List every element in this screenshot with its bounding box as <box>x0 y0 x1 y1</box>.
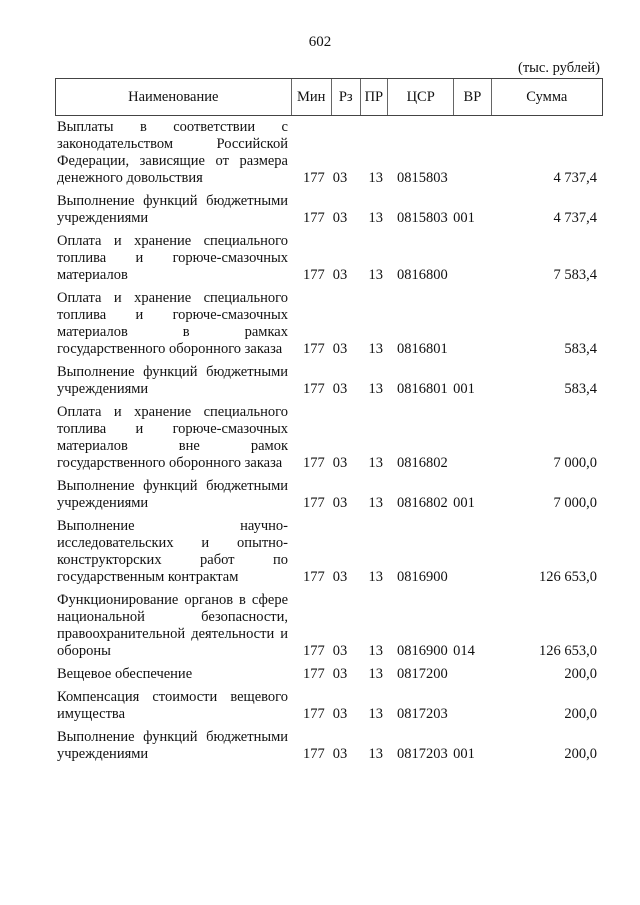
cell-sum: 583,4 <box>564 381 597 397</box>
cell-min: 177 <box>303 267 325 283</box>
header-name: Наименование <box>128 88 219 105</box>
header-vr: ВР <box>453 79 490 115</box>
cell-sum: 4 737,4 <box>553 210 597 226</box>
cell-pr: 13 <box>368 210 383 226</box>
cell-pr: 13 <box>368 381 383 397</box>
cell-min: 177 <box>303 455 325 471</box>
header-csr: ЦСР <box>387 79 453 115</box>
cell-vr: 001 <box>453 210 475 226</box>
table-row <box>57 518 603 586</box>
cell-name: Выполнение функций бюджетными учреждениями <box>57 193 288 226</box>
cell-csr: 0816900 <box>397 569 448 585</box>
cell-name: Функционирование органов в сфере национальной безопасности, правоохранительной деятельности и обороны <box>57 592 288 659</box>
cell-csr: 0816801 <box>397 381 448 397</box>
cell-min: 177 <box>303 495 325 511</box>
cell-name: Выполнение научно-исследовательских и опытно-конструкторских работ по государственным контрактам <box>57 518 288 585</box>
cell-sum: 200,0 <box>564 666 597 682</box>
cell-rz: 03 <box>332 341 348 357</box>
cell-min: 177 <box>303 170 325 186</box>
cell-rz: 03 <box>332 495 348 511</box>
cell-name: Оплата и хранение специального топлива и горюче-смазочных материалов <box>57 233 288 283</box>
cell-csr: 0817203 <box>397 746 448 762</box>
cell-csr: 0816801 <box>397 341 448 357</box>
table-row <box>57 404 603 472</box>
cell-csr: 0816802 <box>397 495 448 511</box>
cell-csr: 0816802 <box>397 455 448 471</box>
table-row <box>57 689 603 723</box>
cell-csr: 0815803 <box>397 170 448 186</box>
cell-pr: 13 <box>368 267 383 283</box>
header-sum: Сумма <box>491 79 602 115</box>
cell-pr: 13 <box>368 746 383 762</box>
cell-min: 177 <box>303 666 325 682</box>
table-row <box>57 364 603 398</box>
cell-rz: 03 <box>332 381 348 397</box>
table-body <box>57 119 603 769</box>
cell-vr: 001 <box>453 495 475 511</box>
cell-min: 177 <box>303 746 325 762</box>
cell-name: Выполнение функций бюджетными учреждениями <box>57 478 288 511</box>
cell-vr: 001 <box>453 746 475 762</box>
cell-pr: 13 <box>368 706 383 722</box>
cell-name: Компенсация стоимости вещевого имущества <box>57 689 288 722</box>
cell-pr: 13 <box>368 643 383 659</box>
table-row <box>57 666 603 683</box>
cell-name: Выполнение функций бюджетными учреждениями <box>57 364 288 397</box>
cell-min: 177 <box>303 210 325 226</box>
cell-sum: 583,4 <box>564 341 597 357</box>
page-number: 602 <box>308 34 332 50</box>
cell-csr: 0815803 <box>397 210 448 226</box>
cell-pr: 13 <box>368 455 383 471</box>
table-row <box>57 478 603 512</box>
cell-rz: 03 <box>332 210 348 226</box>
cell-sum: 200,0 <box>564 746 597 762</box>
cell-sum: 4 737,4 <box>553 170 597 186</box>
cell-rz: 03 <box>332 666 348 682</box>
cell-csr: 0816800 <box>397 267 448 283</box>
cell-sum: 7 000,0 <box>553 455 597 471</box>
cell-min: 177 <box>303 341 325 357</box>
cell-pr: 13 <box>368 569 383 585</box>
cell-min: 177 <box>303 706 325 722</box>
cell-min: 177 <box>303 569 325 585</box>
cell-sum: 126 653,0 <box>539 643 597 659</box>
header-min: Мин <box>291 79 331 115</box>
cell-sum: 7 583,4 <box>553 267 597 283</box>
cell-pr: 13 <box>368 666 383 682</box>
header-rz: Рз <box>331 79 360 115</box>
header-pr: ПР <box>360 79 388 115</box>
cell-rz: 03 <box>332 455 348 471</box>
cell-sum: 7 000,0 <box>553 495 597 511</box>
unit-label: (тыс. рублей) <box>518 60 600 76</box>
cell-csr: 0817200 <box>397 666 448 682</box>
cell-rz: 03 <box>332 267 348 283</box>
cell-sum: 126 653,0 <box>539 569 597 585</box>
cell-name: Выполнение функций бюджетными учреждениями <box>57 729 288 762</box>
table-header <box>55 78 603 116</box>
cell-rz: 03 <box>332 170 348 186</box>
table-row <box>57 290 603 358</box>
cell-pr: 13 <box>368 341 383 357</box>
cell-csr: 0817203 <box>397 706 448 722</box>
cell-vr: 014 <box>453 643 475 659</box>
cell-name: Оплата и хранение специального топлива и горюче-смазочных материалов вне рамок государственного оборонного заказа <box>57 404 288 471</box>
cell-pr: 13 <box>368 495 383 511</box>
cell-pr: 13 <box>368 170 383 186</box>
cell-name: Выплаты в соответствии с законодательством Российской Федерации, зависящие от размера денежного довольствия <box>57 119 288 186</box>
cell-name: Вещевое обеспечение <box>57 666 193 682</box>
cell-rz: 03 <box>332 706 348 722</box>
cell-sum: 200,0 <box>564 706 597 722</box>
table-row <box>57 729 603 763</box>
table-row <box>57 233 603 284</box>
cell-min: 177 <box>303 643 325 659</box>
table-row <box>57 592 603 660</box>
table-row <box>57 119 603 187</box>
cell-rz: 03 <box>332 569 348 585</box>
cell-rz: 03 <box>332 643 348 659</box>
cell-rz: 03 <box>332 746 348 762</box>
cell-name: Оплата и хранение специального топлива и горюче-смазочных материалов в рамках государственного оборонного заказа <box>57 290 288 357</box>
cell-min: 177 <box>303 381 325 397</box>
cell-csr: 0816900 <box>397 643 448 659</box>
cell-vr: 001 <box>453 381 475 397</box>
table-row <box>57 193 603 227</box>
